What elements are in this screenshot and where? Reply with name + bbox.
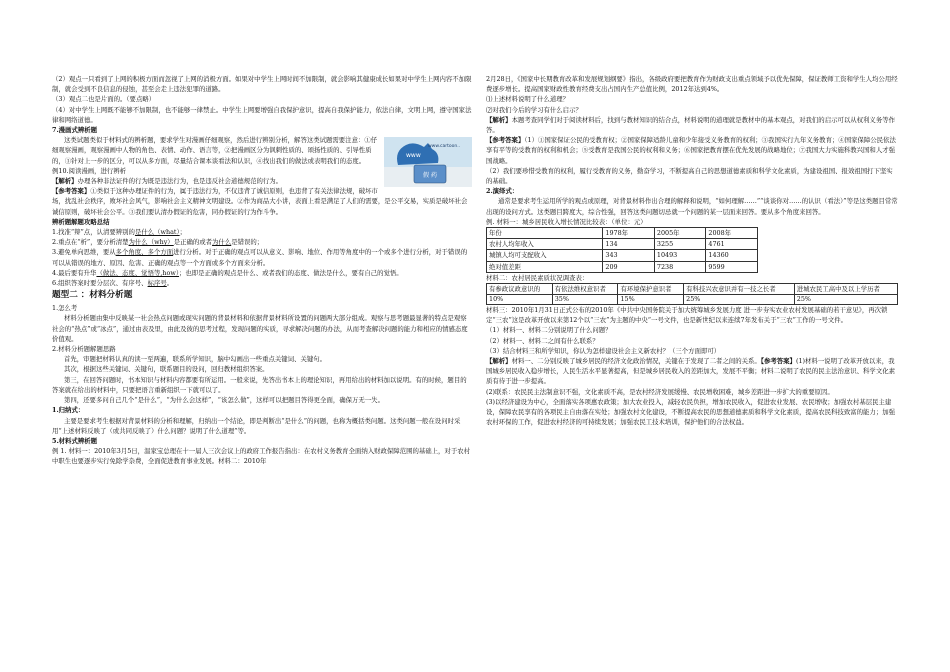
subheading: 1.怎么考	[52, 304, 78, 313]
table-caption: 材料二：农村居民素质状况调查表：	[486, 273, 589, 282]
table-row	[487, 261, 758, 272]
strategy-item: 4.最后要有升华（做法、态度、觉悟等,how）；也即是正确的观点是什么、或者我们的态度、做法是什么，要有自己的觉悟。	[52, 268, 403, 277]
table-caption: 例. 材料一：城乡居民收入增长情况比较表：（单位：元）	[486, 217, 647, 226]
table-cell: 2008年	[706, 228, 758, 239]
table-cell: 有环境保护意识者	[618, 284, 684, 295]
paragraph: 第四，还要多问自己几个“是什么”，“为什么会这样”，“该怎么做”，这样可以把题目答得更全面，确保万无一失。	[64, 396, 384, 405]
table-cell: 25%	[684, 294, 795, 305]
table-cell: 年份	[487, 228, 603, 239]
table-cell: 2005年	[654, 228, 705, 239]
left-column	[52, 74, 472, 467]
table-cell: 1978年	[603, 228, 654, 239]
table-cell: 城镇人均可支配收入	[487, 250, 603, 261]
subheading: 5.材料式辨析题	[52, 436, 98, 445]
table-cell: 农村人均年收入	[487, 239, 603, 250]
question-type-heading: 题型二 ：材料分析题	[52, 290, 133, 301]
analysis-label: 【解析】	[52, 177, 78, 186]
analysis-text: 办理各种非法证件的行为既是违法行为，也是违反社会道德规范的行为。	[77, 177, 283, 186]
subheading: 2.材料分析题解题思路	[52, 345, 116, 354]
paragraph: 其次，根据这些关键词、关键句，联系题目的设问，回归教材组织答案。	[64, 365, 269, 374]
answer-text: ①类似于这种办理证件的行为，属于违法行为，不仅违背了诚信原则，也违背了有关法律法规，破坏市场，扰乱社会秩序，败坏社会风气，影响社会主义精神文明建设。②作为商品大小讲，表面上看是满足了人们的需要，是公平交易，实质是破坏社会诚信原则，破坏社会公平。③我们要认清办假证的危害，同办假证的行为作斗争。	[52, 187, 468, 216]
analysis-answer-paragraph: 【解析】材料一、二分别反映了城乡居民的经济文化政治情况，关键在于发现了二者之间的关系。【参考答案】(1)材料一说明了改革开放以来，我国城乡居民收入稳步增长，人民生活水平显著提高，但是城乡居民收入的差距加大，发展不平衡；材料二说明了农民的民主法治意识、科学文化素质有待于进一步提高。	[486, 357, 895, 386]
table-cell: 有参政议政意识的	[487, 284, 553, 295]
subheading: 1.归纳式：	[52, 406, 85, 415]
table-cell: 10493	[654, 250, 705, 261]
strategy-item: 1.找准“辩”点，认清要辨别的是什么（what）；	[52, 228, 187, 237]
answer-paragraph: 【参考答案】（1）①国家保证公民的受教育权；②国家保障适龄儿童和少年接受义务教育的权利；③我国实行九年义务教育；④国家保障公民依法享有平等的受教育的权利和机会；⑤受教育是我国公民的权利和义务；⑥国家把教育摆在优先发展的战略地位；⑦我国大力实施科教兴国和人才强国战略。	[486, 136, 896, 165]
answer-label: 【参考答案】	[52, 187, 91, 196]
table-cell: 15%	[618, 294, 684, 305]
table-cell: 有科技兴农意识并有一技之长者	[684, 284, 795, 295]
income-table	[486, 227, 758, 273]
paragraph: 通常是要求考生运用所学的观点或原理，对背景材料作出合理的解释和说明，“如何理解……”“谈谈你对……的认识（看法）”等是这类题目常常出现的设问方式。这类题目跨度大，综合性强，回答这类问题切忌就一个问题的某一层面来回答。要从多个角度来回答。	[486, 197, 898, 216]
table-cell: 绝对值差距	[487, 261, 603, 272]
table-cell: 35%	[552, 294, 618, 305]
cartoon-illustration	[384, 137, 472, 187]
quality-table	[486, 283, 898, 305]
table-row	[487, 250, 758, 261]
question: （3）结合材料三和所学知识，你认为怎样建设社会主义新农村？（三个方面即可）	[486, 346, 721, 355]
table-cell: 3255	[654, 239, 705, 250]
table-cell: 343	[603, 250, 654, 261]
table-cell: 25%	[794, 294, 897, 305]
paragraph: (3)以经济建设为中心，全面落实各项惠农政策；加大农业投入，减轻农民负担，增加农民收入，促进农业发展、农民增收；加强农村基层民主建设，保障农民享有的各项民主自由落在实处；加强农村文化建设，不断提高农民的思想道德素质和科学文化素质，提高农民科技致富的能力；加强农村环保的工作，促进农村经济的可持续发展；加强农民工技术培训，保护他们的合法权益。	[486, 397, 895, 427]
section-heading: 7.漫画式辨析题	[52, 126, 98, 135]
table-row	[487, 228, 758, 239]
table-row	[487, 284, 898, 295]
table-cell: 209	[603, 261, 654, 272]
table-cell: 14360	[706, 250, 758, 261]
paragraph: （2）观点一只看到了上网的积极方面而忽视了上网的消极方面。如果对中学生上网时间不加限制，就会影响其健康成长如果对中学生上网内容不加限制，就会受到不良信息的侵蚀，甚至会走上违法犯罪的道路。	[52, 75, 472, 94]
question: ⑴上述材料说明了什么道理？	[486, 95, 570, 104]
paragraph: 材料三：2010年1月31日正式公布的2010年《中共中央国务院关于加大统筹城乡发展力度 进一步夯实农业农村发展基础的若干意见》，再次锁定“三农”这是改革开放以来第12个以“三农”为主题的中央“一号文件，也是新世纪以来连续7年发布关于“三农”工作的一号文件。	[486, 306, 888, 325]
paragraph: （2）我们要珍惜受教育的权利，履行受教育的义务，勤奋学习，不断提高自己的思想道德素质和科学文化素质，为建设祖国、报效祖国打下坚实的基础。	[486, 166, 893, 186]
table-cell: 9599	[706, 261, 758, 272]
paragraph: （4）对中学生上网既不能够不加限制，也不能够一律禁止。中学生上网要增强自我保护意识，提高自我保护能力，依法自律，文明上网，遵守国家法律和网络道德。	[52, 105, 472, 124]
analysis-paragraph: 【解析】本题考查同学们对于阅读材料后，找到与教材知识的结合点，材料说明的道理就是教材中的基本观点，对我们的启示可以从权利义务等作答。	[486, 115, 895, 135]
table-cell: 10%	[487, 294, 553, 305]
paragraph: 例 1. 材料一：2010年3月5日，温家宝总理在十一届人三次会议上的政府工作报告指出：在农村义务教育全面纳入财政保障范围的基础上，对于农村中职生也要逐步实行免除学杂费，全面促进教育事业发展。材料二：2010年	[52, 447, 470, 466]
paragraph: (2)联系：农民民主法制意识不强，文化素质不高，是农村经济发展缓慢、农民增收困难，城乡差距进一步扩大的重要原因。	[486, 387, 834, 396]
paragraph: 首先，审题把材料认真的读一至两遍，联系所学知识，脑中勾画出一些重点关键词、关键句。	[64, 355, 327, 364]
table-cell: 进城农民工高中及以上学历者	[794, 284, 897, 295]
strategy-item: 3.避免单向思维，要从多个角度、多个方面进行分析。对于正确的观点可以从意义、影响、地位、作用等角度中的一个或多个进行分析，对于错误的可以从错误的地方、原因、危害、正确的观点等一个方面或多个方面来分析。	[52, 248, 468, 267]
table-row	[487, 294, 898, 305]
paragraph: 主要是要求考生根据对背景材料的分析和理解，归纳出一个结论，即是判断出“是什么”的问题，也称为概括类问题。这类问题一般在设问时采用“上述材料反映了（或共同反映了）什么问题？说明了什么道理”等。	[52, 416, 461, 435]
subheading: 2.演绎式：	[486, 187, 519, 196]
table-cell: 有依法维权意识者	[552, 284, 618, 295]
question: （2）材料一、材料二之间有什么联系？	[486, 336, 599, 345]
example-title: 例10.阅读漫画，进行辨析	[52, 166, 127, 175]
strategy-heading: 辨析题解题攻略总结	[52, 217, 110, 226]
right-column	[486, 74, 898, 428]
question: ⑵对我们今后的学习有什么启示？	[486, 105, 582, 114]
table-cell: 134	[603, 239, 654, 250]
answer-paragraph	[52, 186, 472, 217]
paragraph: （3）观点二也是片面的。（要点略）	[52, 95, 156, 104]
bird-text: www	[406, 152, 421, 160]
question: （1）材料一、材料二分别说明了什么问题？	[486, 326, 612, 335]
paragraph: 2月28日，《国家中长期教育改革和发展规划纲要》指出，各级政府要把教育作为财政支出重点领域予以优先保障，保证教师工资和学生人均公用经费逐步增长。提高国家财政性教育经费支出占国内生产总值比例，2012年达到4%。	[486, 75, 898, 94]
paragraph: 材料分析题由集中反映某一社会热点问题或现实问题的背景材料和依据背景材料所设置的问题两大部分组成。观察与思考题最显著的特点是观察社会的“热点”或“冰点”，通过由表及里，由此及彼的思考过程，发现问题的实质，寻求解决问题的办法，从而考查解决问题的能力和相应的情感态度价值观。	[52, 314, 468, 343]
table-cell: 7238	[654, 261, 705, 272]
strategy-item: 2.重点在“析”，要分析清楚为什么（why）是正确的或者为什么是错误的；	[52, 238, 264, 247]
table-cell: 4761	[706, 239, 758, 250]
cartoon-image	[384, 137, 472, 187]
bottle-label: 假 药	[423, 172, 437, 180]
strategy-item: 6.组织答案时要分层次、有序号、标序号。	[52, 279, 174, 288]
table-row	[487, 239, 758, 250]
paragraph: 这类试题类似于材料式的辨析题，要求学生对漫画仔细观察，然后进行辨别分析，解答这类试题需要注意：①仔细观察漫画，观察漫画中人物的角色、表情、动作、语言等，②把漫画区分为讽刺性质的、颂扬性质的、引导性质的，③针对上一步的区分，可以从多方面，尽量结合课本谈看法和认识，④找出我们的做法或表明我们的态度。	[52, 136, 378, 165]
paragraph: 第三，在回答问题时，书本知识与材料内容都要有所运用。一般来说，先答出书本上的理论知识，再用给出的材料加以说明。有的时候，题目的答案就在给出的材料中，只要把语言重新组织一下就可以了。	[52, 375, 467, 394]
watermark-text: www.cartoon..	[428, 144, 461, 150]
